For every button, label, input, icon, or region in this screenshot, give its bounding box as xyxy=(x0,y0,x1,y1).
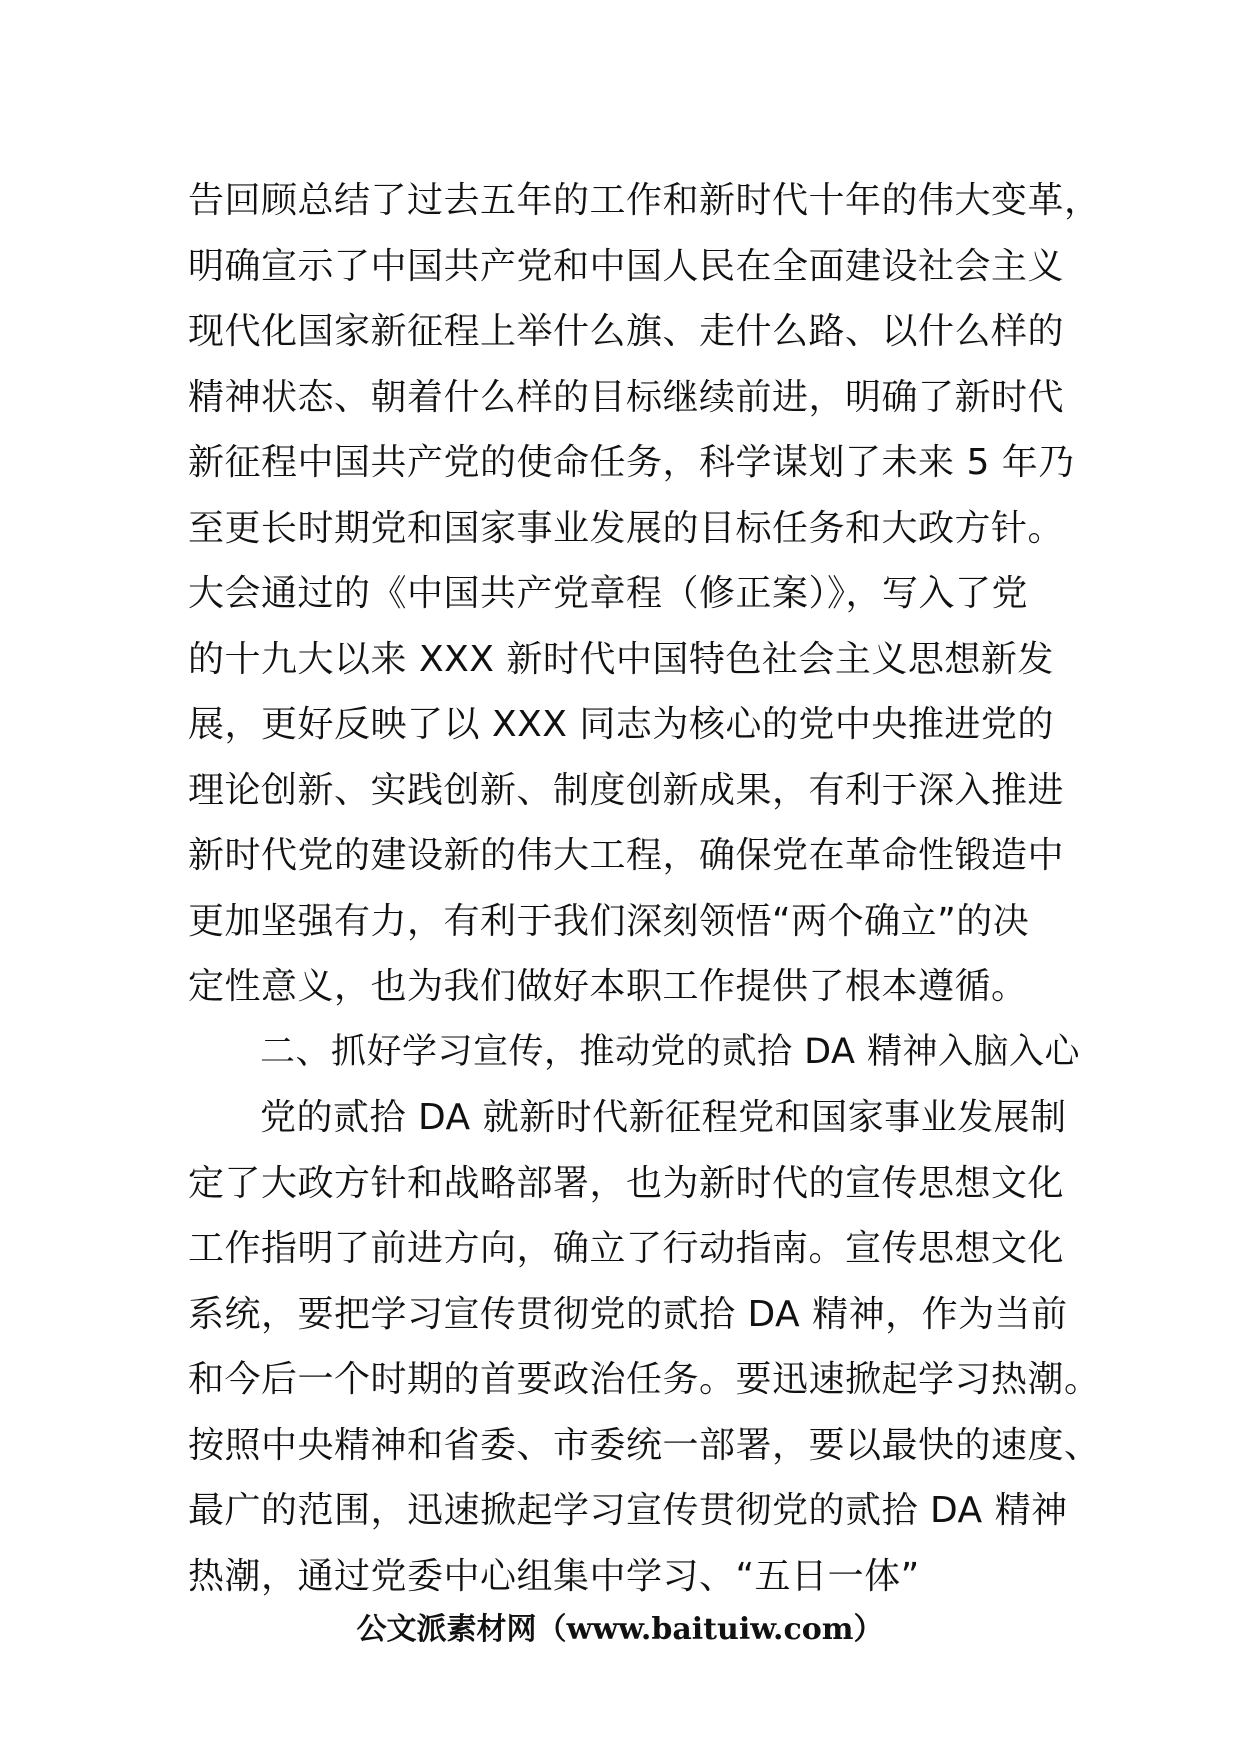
paragraph-line: 新征程中国共产党的使命任务，科学谋划了未来 5 年乃 xyxy=(188,442,1075,483)
paragraph-line: 新时代党的建设新的伟大工程，确保党在革命性锻造中 xyxy=(188,835,1065,876)
paragraph-line: 至更长时期党和国家事业发展的目标任务和大政方针。 xyxy=(188,507,1065,549)
paragraph-line: 定性意义，也为我们做好本职工作提供了根本遵循。 xyxy=(188,966,1028,1007)
paragraph-line: 理论创新、实践创新、制度创新成果，有利于深入推进 xyxy=(188,769,1065,811)
paragraph-line: 热潮，通过党委中心组集中学习、“五日一体” xyxy=(188,1555,920,1597)
footer-watermark: 公文派素材网（www.baituiw.com） xyxy=(356,1612,884,1647)
paragraph-line: 最广的范围，迅速掀起学习宣传贯彻党的贰拾 DA 精神 xyxy=(188,1490,1068,1531)
paragraph-line: 展，更好反映了以 XXX 同志为核心的党中央推进党的 xyxy=(188,704,1054,745)
paragraph-line: 和今后一个时期的首要政治任务。要迅速掀起学习热潮。 xyxy=(188,1359,1101,1400)
paragraph-line: 党的贰拾 DA 就新时代新征程党和国家事业发展制 xyxy=(260,1097,1067,1138)
paragraph-line: 大会通过的《中国共产党章程（修正案）》，写入了党 xyxy=(188,573,1029,614)
paragraph-line: 明确宣示了中国共产党和中国人民在全面建设社会主义 xyxy=(188,245,1065,287)
paragraph-line: 的十九大以来 XXX 新时代中国特色社会主义思想新发 xyxy=(188,638,1054,680)
paragraph-line: 定了大政方针和战略部署，也为新时代的宣传思想文化 xyxy=(188,1162,1065,1204)
paragraph-line: 更加坚强有力，有利于我们深刻领悟“两个确立”的决 xyxy=(188,900,1030,942)
paragraph-line: 工作指明了前进方向，确立了行动指南。宣传思想文化 xyxy=(188,1228,1065,1269)
paragraph-line: 现代化国家新征程上举什么旗、走什么路、以什么样的 xyxy=(188,311,1065,352)
paragraph-line: 告回顾总结了过去五年的工作和新时代十年的伟大变革， xyxy=(188,180,1101,221)
section-heading: 二、抓好学习宣传，推动党的贰拾 DA 精神入脑入心 xyxy=(260,1031,1081,1072)
paragraph-line: 精神状态、朝着什么样的目标继续前进，明确了新时代 xyxy=(188,376,1065,418)
document-body xyxy=(188,168,1101,1609)
paragraph-line: 按照中央精神和省委、市委统一部署，要以最快的速度、 xyxy=(188,1424,1101,1466)
paragraph-line: 系统，要把学习宣传贯彻党的贰拾 DA 精神，作为当前 xyxy=(188,1293,1068,1335)
